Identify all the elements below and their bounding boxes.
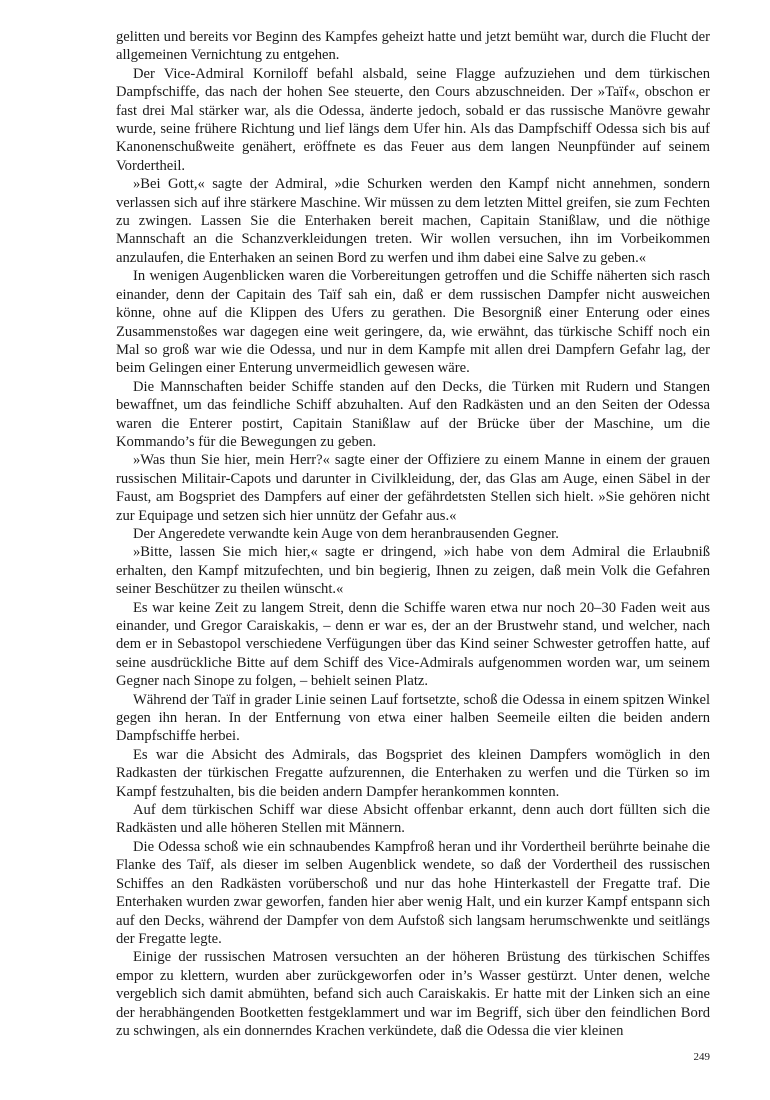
paragraph: »Bitte, lassen Sie mich hier,« sagte er dringend, »ich habe von dem Admiral die Erlaubniß erhalten, den Kampf mitzufechten, und bin begierig, Ihnen zu zeigen, daß mein Volk die Gefahren seiner Beschützer zu theilen wünscht.« bbox=[116, 544, 710, 598]
paragraph: Die Odessa schoß wie ein schnaubendes Kampfroß heran und ihr Vordertheil berührte beinahe die Flanke des Taïf, als dieser im selben Augenblick wendete, so daß der Vordertheil des russischen Schiffes an den Radkästen vorüberschoß und nur das hohe Hinterkastell der Fregatte traf. Die Enterhaken wurden zwar geworfen, fanden hier aber wenig Halt, und ein kurzer Kampf entspann sich auf den Decks, während der Dampfer von dem Aufstoß sich langsam herumschwenkte und seitlängs der Fregatte legte. bbox=[116, 838, 710, 947]
paragraph: Während der Taïf in grader Linie seinen Lauf fortsetzte, schoß die Odessa in einem spitzen Winkel gegen ihn heran. In der Entfernung von etwa einer halben Seemeile eilten die beiden andern Dampfschiffe herbei. bbox=[116, 691, 710, 745]
paragraph: Auf dem türkischen Schiff war diese Absicht offenbar erkannt, denn auch dort füllten sich die Radkästen und alle höheren Stellen mit Männern. bbox=[116, 802, 710, 837]
paragraph: Der Vice-Admiral Korniloff befahl alsbald, seine Flagge aufzuziehen und dem türkischen Dampfschiffe, das nach der hohen See steuerte, den Cours abzuschneiden. Der »Taïf«, obschon er fast drei Mal stärker war, als die Odessa, änderte jedoch, sobald er das russische Manövre gewahr wurde, seine frühere Richtung und lief längs dem Ufer hin. Als das Dampfschiff Odessa sich bis auf Kanonenschußweite genähert, eröffnete es das Feuer aus dem langen Neunpfünder auf seinem Vordertheil. bbox=[116, 65, 710, 174]
paragraph: »Bei Gott,« sagte der Admiral, »die Schurken werden den Kampf nicht annehmen, sondern verlassen sich auf ihre stärkere Maschine. Wir müssen zu dem letzten Mittel greifen, sie zum Fechten zu zwingen. Lassen Sie die Enterhaken bereit machen, Capitain Stanißlaw, und die nöthige Mannschaft an die Schanzverkleidungen treten. Wir wollen versuchen, ihn im Vorbeikommen anzulaufen, die Enterhaken an seinen Bord zu werfen und ihm dabei eine Salve zu geben.« bbox=[116, 176, 710, 266]
paragraph: Der Angeredete verwandte kein Auge von dem heranbrausenden Gegner. bbox=[133, 525, 559, 542]
paragraph: Es war die Absicht des Admirals, das Bogspriet des kleinen Dampfers womöglich in den Radkasten der türkischen Fregatte aufzurennen, die Enterhaken zu werfen und die Türken so im Kampf festzuhalten, bis die beiden andern Dampfer herankommen konnten. bbox=[116, 746, 710, 800]
page-number: 249 bbox=[693, 1051, 710, 1063]
paragraph: Einige der russischen Matrosen versuchten an der höheren Brüstung des türkischen Schiffes empor zu klettern, wurden aber zurückgeworfen oder in’s Wasser gestürzt. Unter denen, welche vergeblich sich damit abmühten, befand sich auch Caraiskakis. Er hatte mit der Linken sich an eine der herabhängenden Bootketten festgeklammert und war im Begriff, sich über den feindlichen Bord zu schwingen, als ein donnerndes Krachen verkündete, daß die Odessa die vier kleinen bbox=[116, 949, 710, 1039]
paragraph: »Was thun Sie hier, mein Herr?« sagte einer der Offiziere zu einem Manne in einem der grauen russischen Militair-Capots und darunter in Civilkleidung, der, das Glas am Auge, einen Säbel in der Faust, am Bogspriet des Dampfers auf einer der gefährdetsten Stellen sich hielt. »Sie gehören nicht zur Equipage und setzen sich hier unnütz der Gefahr aus.« bbox=[116, 452, 710, 524]
paragraph: gelitten und bereits vor Beginn des Kampfes geheizt hatte und jetzt bemüht war, durch die Flucht der allgemeinen Vernichtung zu entgehen. bbox=[116, 29, 710, 64]
page-body bbox=[116, 28, 710, 1040]
paragraph: Die Mannschaften beider Schiffe standen auf den Decks, die Türken mit Rudern und Stangen bewaffnet, um das feindliche Schiff abzuhalten. Auf den Radkästen und an den Seiten der Odessa waren die Enterer postirt, Capitain Stanißlaw auf der Brücke über der Maschine, um die Kommando’s für die Bewegungen zu geben. bbox=[116, 378, 710, 450]
paragraph: Es war keine Zeit zu langem Streit, denn die Schiffe waren etwa nur noch 20–30 Faden weit aus einander, und Gregor Caraiskakis, – denn er war es, der an der Brustwehr stand, und welcher, nach dem er in Sebastopol verschiedene Verfügungen über das Kind seiner Schwester getroffen hatte, auf seine ausdrückliche Bitte auf dem Schiff des Vice-Admirals aufgenommen worden war, um seinem Gegner nach Sinope zu folgen, – behielt seinen Platz. bbox=[116, 599, 710, 690]
paragraph: In wenigen Augenblicken waren die Vorbereitungen getroffen und die Schiffe näherten sich rasch einander, denn der Capitain des Taïf sah ein, daß er dem russischen Dampfer nicht ausweichen könne, ohne auf die Klippen des Ufers zu gerathen. Die Besorgniß einer Enterung oder eines Zusammenstoßes war dagegen eine weit geringere, da, wie erwähnt, das türkische Schiff noch ein Mal so groß war wie die Odessa, und nur in dem Kampfe mit allen drei Dampfern Gefahr lag, der beim Gelingen einer Enterung unvermeidlich gewesen wäre. bbox=[116, 268, 710, 377]
